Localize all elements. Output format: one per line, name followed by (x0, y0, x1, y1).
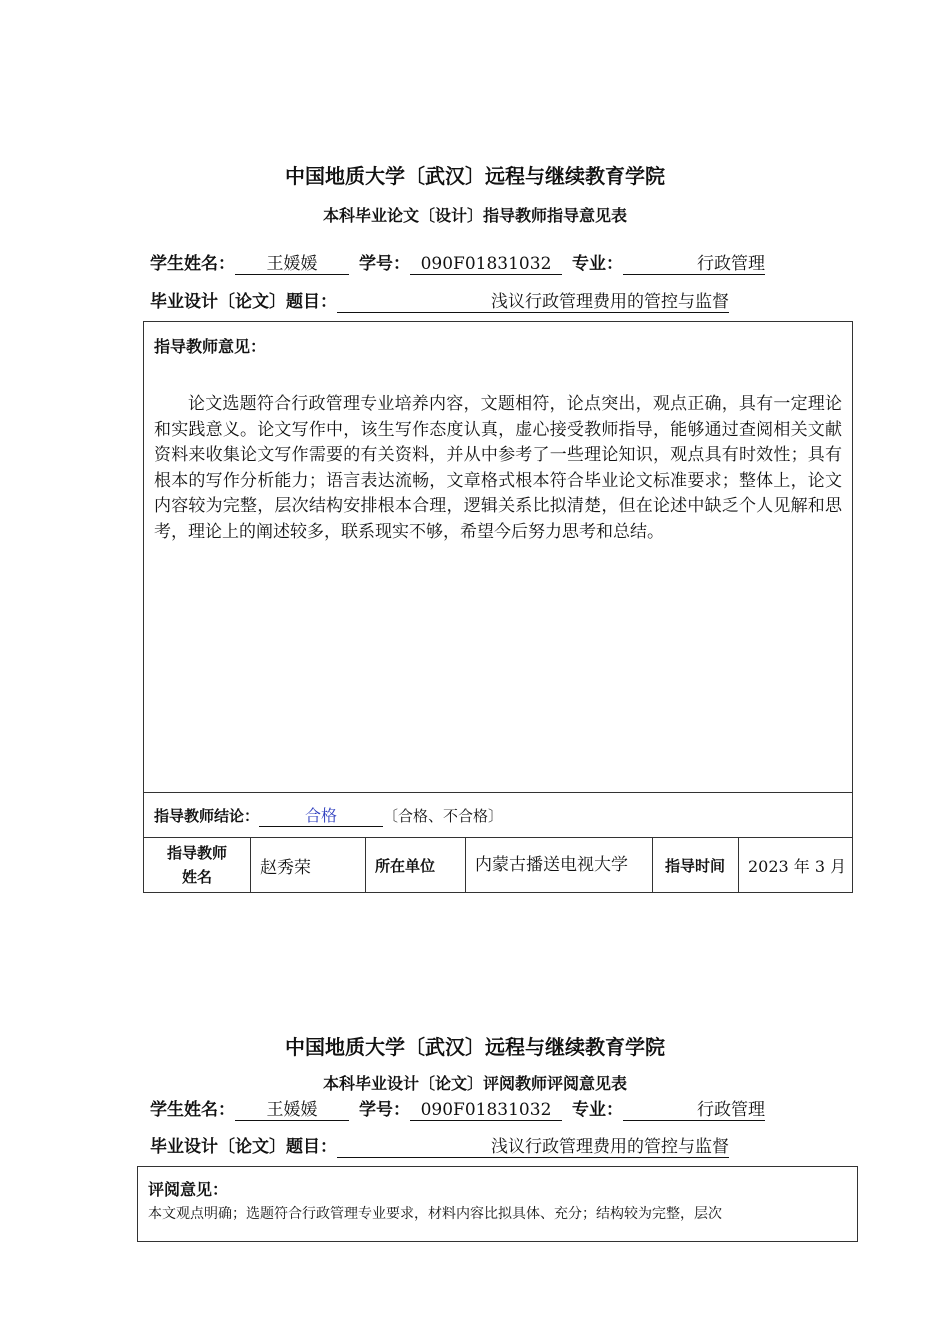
advisor-opinion-box (143, 321, 853, 793)
conclusion-line (154, 805, 503, 827)
student-id-label: 学号： (359, 254, 410, 274)
conclusion-label: 指导教师结论： (154, 807, 260, 825)
major-label: 专业： (572, 254, 623, 274)
student-name-value: 王媛媛 (235, 254, 349, 275)
unit-value: 内蒙古播送电视大学 (475, 855, 628, 875)
student-id-value: 090F01831032 (410, 1100, 562, 1121)
student-name-label: 学生姓名： (150, 254, 235, 274)
student-id-value: 090F01831032 (410, 254, 562, 275)
form2-student-row (150, 1095, 765, 1121)
conclusion-row (143, 792, 853, 838)
unit-label: 所在单位 (375, 856, 436, 875)
topic-label: 毕业设计〔论文〕题目： (150, 292, 337, 312)
time-value: 2023 年 3 月 (748, 856, 847, 876)
advisor-info-row (143, 837, 853, 893)
form1-student-row (150, 249, 765, 275)
teacher-name-label: 指导教师姓名 (166, 844, 227, 886)
major-value: 行政管理 (623, 1100, 765, 1121)
student-name-value: 王媛媛 (235, 1100, 349, 1121)
teacher-name-value: 赵秀荣 (260, 857, 311, 878)
review-opinion-text: 本文观点明确；选题符合行政管理专业要求，材料内容比拟具体、充分；结构较为完整，层次 (148, 1206, 722, 1222)
advisor-opinion-text: 论文选题符合行政管理专业培养内容，文题相符，论点突出，观点正确，具有一定理论和实践意义。论文写作中，该生写作态度认真，虚心接受教师指导，能够通过查阅相关文献资料来收集论文写作需要的有关资料，并从中参考了一些理论知识，观点具有时效性；具有根本的写作分析能力；语言表达流畅，文章格式根本符合毕业论文标准要求；整体上，论文内容较为完整，层次结构安排根本合理，逻辑关系比拟清楚，但在论述中缺乏个人见解和思考，理论上的阐述较多，联系现实不够，希望今后努力思考和总结。 (154, 394, 842, 542)
student-name-label: 学生姓名： (150, 1100, 235, 1120)
form2-subtitle: 本科毕业设计〔论文〕评阅教师评阅意见表 (322, 1074, 627, 1093)
topic-value: 浅议行政管理费用的管控与监督 (337, 1137, 729, 1158)
form1-title: 中国地质大学〔武汉〕远程与继续教育学院 (285, 164, 665, 188)
time-label: 指导时间 (664, 856, 725, 875)
topic-label: 毕业设计〔论文〕题目： (150, 1137, 337, 1157)
major-value: 行政管理 (623, 254, 765, 275)
form2-topic-row (150, 1132, 729, 1158)
form1-topic-row (150, 287, 729, 313)
review-opinion-heading: 评阅意见： (148, 1180, 229, 1199)
review-opinion-box (137, 1166, 858, 1242)
conclusion-options: 〔合格、不合格〕 (383, 807, 504, 825)
advisor-opinion-heading: 指导教师意见： (154, 337, 267, 356)
conclusion-value: 合格 (259, 806, 383, 827)
major-label: 专业： (572, 1100, 623, 1120)
topic-value: 浅议行政管理费用的管控与监督 (337, 292, 729, 313)
student-id-label: 学号： (359, 1100, 410, 1120)
form1-subtitle: 本科毕业论文〔设计〕指导教师指导意见表 (322, 206, 627, 225)
form2-title: 中国地质大学〔武汉〕远程与继续教育学院 (285, 1035, 665, 1059)
